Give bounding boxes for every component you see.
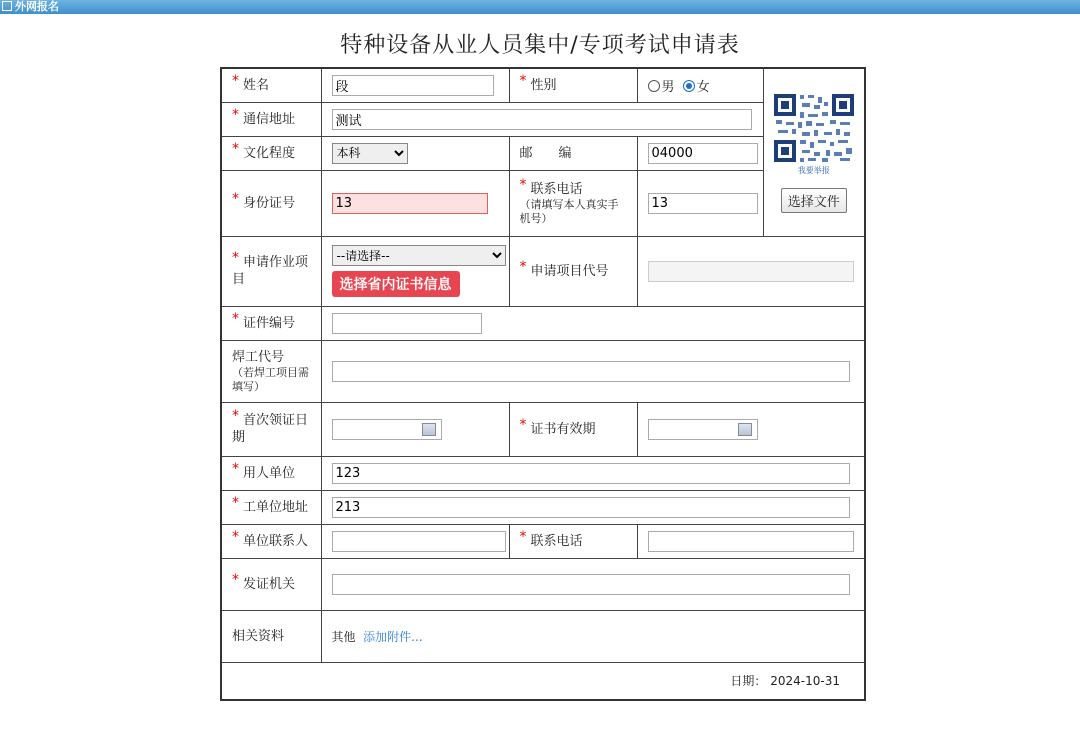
address-label: 通信地址 — [243, 111, 296, 127]
gender-female-label: 女 — [696, 79, 710, 95]
calendar-icon[interactable] — [422, 423, 436, 436]
id-number-label: 身份证号 — [243, 195, 296, 211]
postcode-input[interactable] — [648, 143, 758, 164]
date-value: 2024-10-31 — [770, 674, 840, 689]
select-provincial-cert-button[interactable]: 选择省内证书信息 — [332, 271, 460, 297]
contact-phone-input[interactable] — [648, 531, 854, 552]
report-label: 我要举报 — [797, 165, 830, 175]
choose-file-button[interactable]: 选择文件 — [781, 188, 847, 213]
issuer-label: 发证机关 — [243, 576, 296, 592]
attachments-other: 其他 — [331, 629, 356, 644]
gender-male-radio[interactable] — [648, 80, 660, 92]
cert-no-label: 证件编号 — [243, 315, 296, 331]
employer-input[interactable] — [332, 463, 850, 484]
add-attachment-link[interactable]: 添加附件... — [363, 629, 423, 644]
welder-code-hint: （若焊工项目需填写） — [232, 365, 309, 393]
phone-label: 联系电话 — [530, 181, 583, 197]
tab-label: 外网报名 — [15, 0, 59, 13]
app-icon — [2, 1, 12, 11]
contact-person-label: 单位联系人 — [243, 533, 309, 549]
window-titlebar — [0, 0, 1080, 14]
calendar-icon[interactable] — [738, 423, 752, 436]
welder-code-input[interactable] — [332, 361, 850, 382]
date-label: 日期： — [730, 674, 767, 689]
employer-address-input[interactable] — [332, 497, 850, 518]
welder-code-label: 焊工代号 — [232, 349, 285, 365]
address-input[interactable] — [332, 109, 752, 130]
work-item-select[interactable] — [332, 245, 506, 266]
cert-no-input[interactable] — [332, 313, 482, 334]
work-item-label: 申请作业项目 — [232, 255, 309, 287]
phone-input[interactable] — [648, 193, 758, 214]
issuer-input[interactable] — [332, 574, 850, 595]
required-mark: * — [232, 72, 239, 89]
qr-code — [774, 92, 854, 164]
id-number-input[interactable] — [332, 193, 488, 214]
item-code-input — [648, 261, 854, 282]
education-label: 文化程度 — [243, 145, 296, 161]
phone-hint: （请填写本人真实手机号） — [519, 197, 619, 225]
item-code-label: 申请项目代号 — [530, 263, 609, 279]
contact-person-input[interactable] — [332, 531, 506, 552]
gender-label: 性别 — [530, 77, 557, 93]
gender-male-label: 男 — [661, 79, 675, 95]
page-title: 特种设备从业人员集中/专项考试申请表 — [340, 33, 740, 58]
application-form: * 姓名 段 * 性别 男 女 我要举报 选择文件 * 通信地址 测试 * 文化程度 本科 邮 编 04000 * 身份证号 13 * 联系电话 （请填写本人真实手机号） 13 * 申请作业项目 --请选择-- 选择省内证书信息 * 申请项目代号 * 证件编号 焊工代号 （若焊工项目需填写） * 首次领证日期 * 证书有效期 * 用人单位 123 * 工单位地址 213 * 单位联系人 * 联系电话 * 发证机关 相关资料 其他 添加附件... 日期： 2024-10-31 — [220, 67, 866, 701]
name-input[interactable] — [332, 75, 494, 96]
gender-female-radio[interactable] — [683, 80, 695, 92]
valid-date-label: 证书有效期 — [530, 421, 596, 437]
employer-address-label: 工单位地址 — [243, 499, 309, 515]
education-select[interactable] — [332, 143, 408, 164]
first-date-label: 首次领证日期 — [232, 413, 309, 445]
attachments-label: 相关资料 — [232, 628, 285, 644]
contact-phone-label: 联系电话 — [530, 533, 583, 549]
postcode-label: 邮 编 — [519, 145, 572, 161]
employer-label: 用人单位 — [243, 465, 296, 481]
name-label: 姓名 — [243, 77, 270, 93]
